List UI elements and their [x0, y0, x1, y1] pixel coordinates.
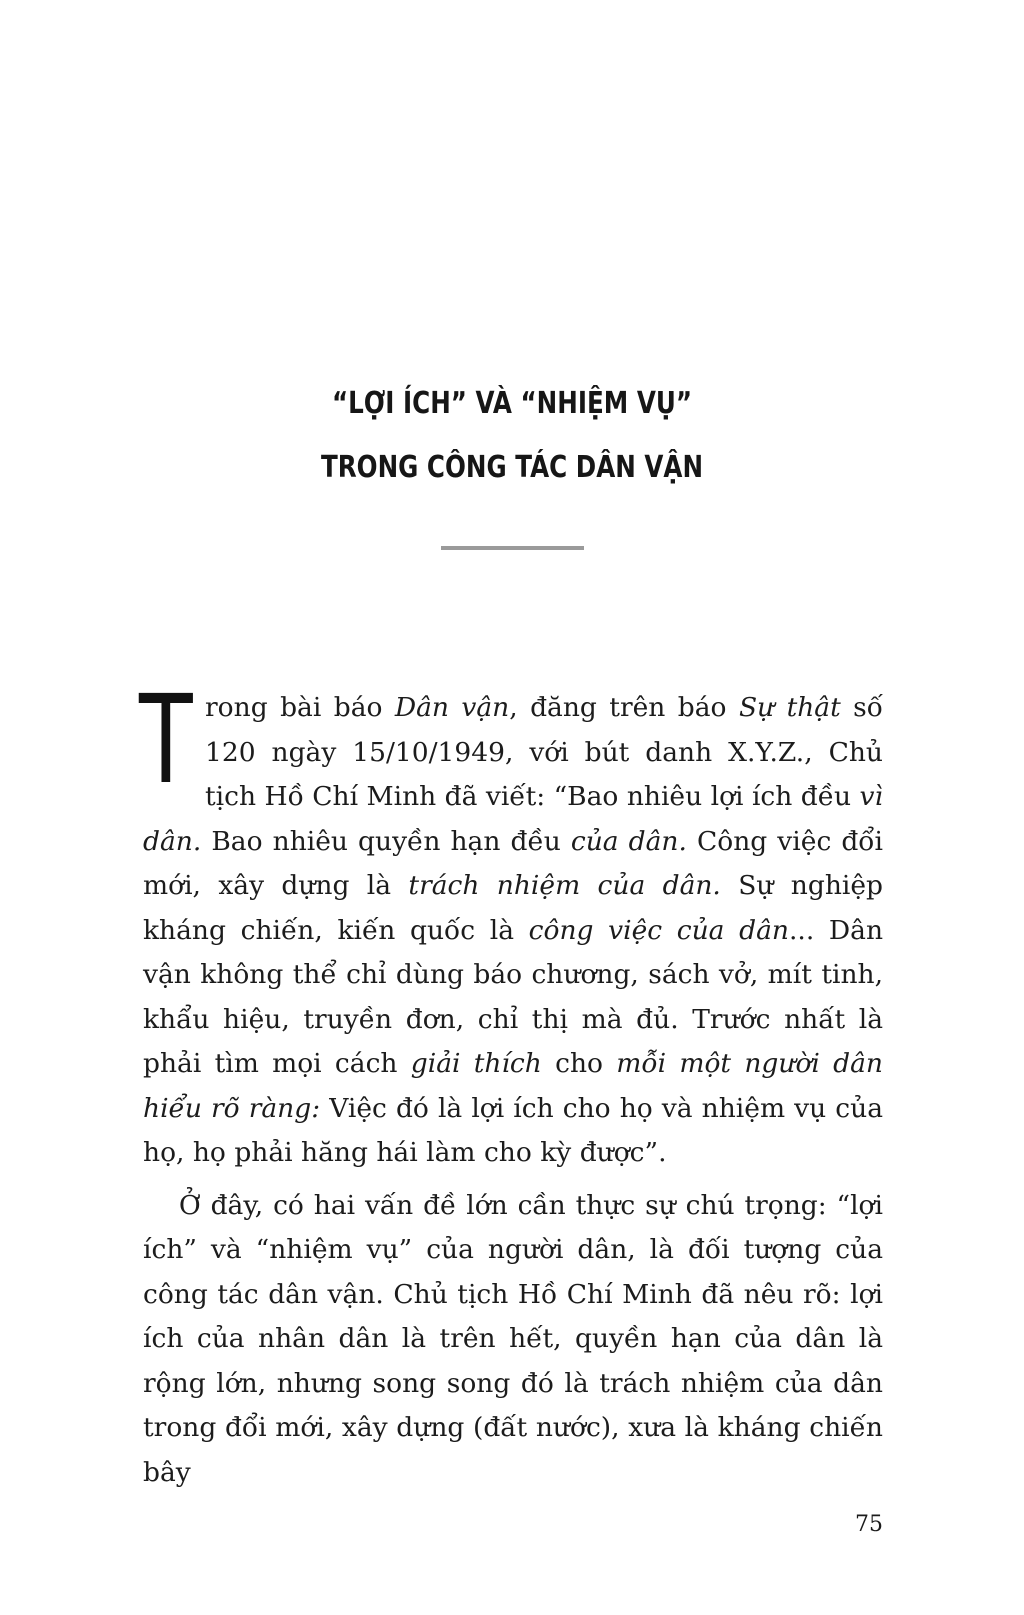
italic-segment: vì dân. [143, 781, 883, 857]
italic-segment: giải thích [410, 1048, 542, 1079]
italic-segment: của dân. [570, 825, 687, 857]
title-divider [441, 546, 584, 550]
text-segment: Bao nhiêu quyền hạn đều [201, 825, 571, 857]
paragraph-2: Ở đây, có hai vấn đề lớn cần thực sự chú trọng: “lợi ích” và “nhiệm vụ” của người dân, là đối tượng của công tác dân vận. Chủ tịch Hồ Chí Minh đã nêu rõ: lợi ích của nhân dân là trên hết, quyền hạn của dân là rộng lớn, nhưng song song đó là trách nhiệm của dân trong đổi mới, xây dựng (đất nước), xưa là kháng chiến bây [143, 1189, 883, 1488]
text-segment: cho [541, 1048, 617, 1079]
body-text [139, 669, 884, 1503]
text-segment: số 120 ngày 15/10/1949, với bút danh X.Y.Z., Chủ tịch Hồ Chí Minh đã viết: “Bao nhiêu lợi ích đều [205, 692, 883, 812]
drop-cap: T [139, 669, 193, 811]
italic-segment: mỗi một người dân hiểu rõ ràng: [143, 1048, 883, 1124]
chapter-title-line-2: TRONG CÔNG TÁC DÂN VẬN [320, 450, 704, 485]
text-segment: Việc đó là lợi ích cho họ và nhiệm vụ của họ, họ phải hăng hái làm cho kỳ được”. [143, 1092, 883, 1168]
italic-segment: Dân vận [394, 692, 510, 723]
chapter-title [92, 372, 932, 500]
italic-segment: công việc của dân [528, 914, 789, 946]
chapter-title-line-1: “LỢI ÍCH” VÀ “NHIỆM VỤ” [331, 386, 693, 421]
text-segment: Công việc đổi mới, xây dựng là [143, 825, 883, 901]
italic-segment: trách nhiệm của dân. [408, 870, 721, 901]
page-number: 75 [855, 1512, 883, 1537]
text-segment: ... Dân vận không thể chỉ dùng báo chương, sách vở, mít tinh, khẩu hiệu, truyền đơn, chỉ thị mà đủ. Trước nhất là phải tìm mọi cách [143, 914, 884, 1079]
italic-segment: Sự thật [738, 692, 841, 723]
paragraph-1 [139, 669, 884, 1176]
text-segment: Sự nghiệp kháng chiến, kiến quốc là [143, 870, 884, 946]
text-segment: , đăng trên báo [509, 692, 739, 723]
text-segment: rong bài báo [205, 692, 395, 723]
